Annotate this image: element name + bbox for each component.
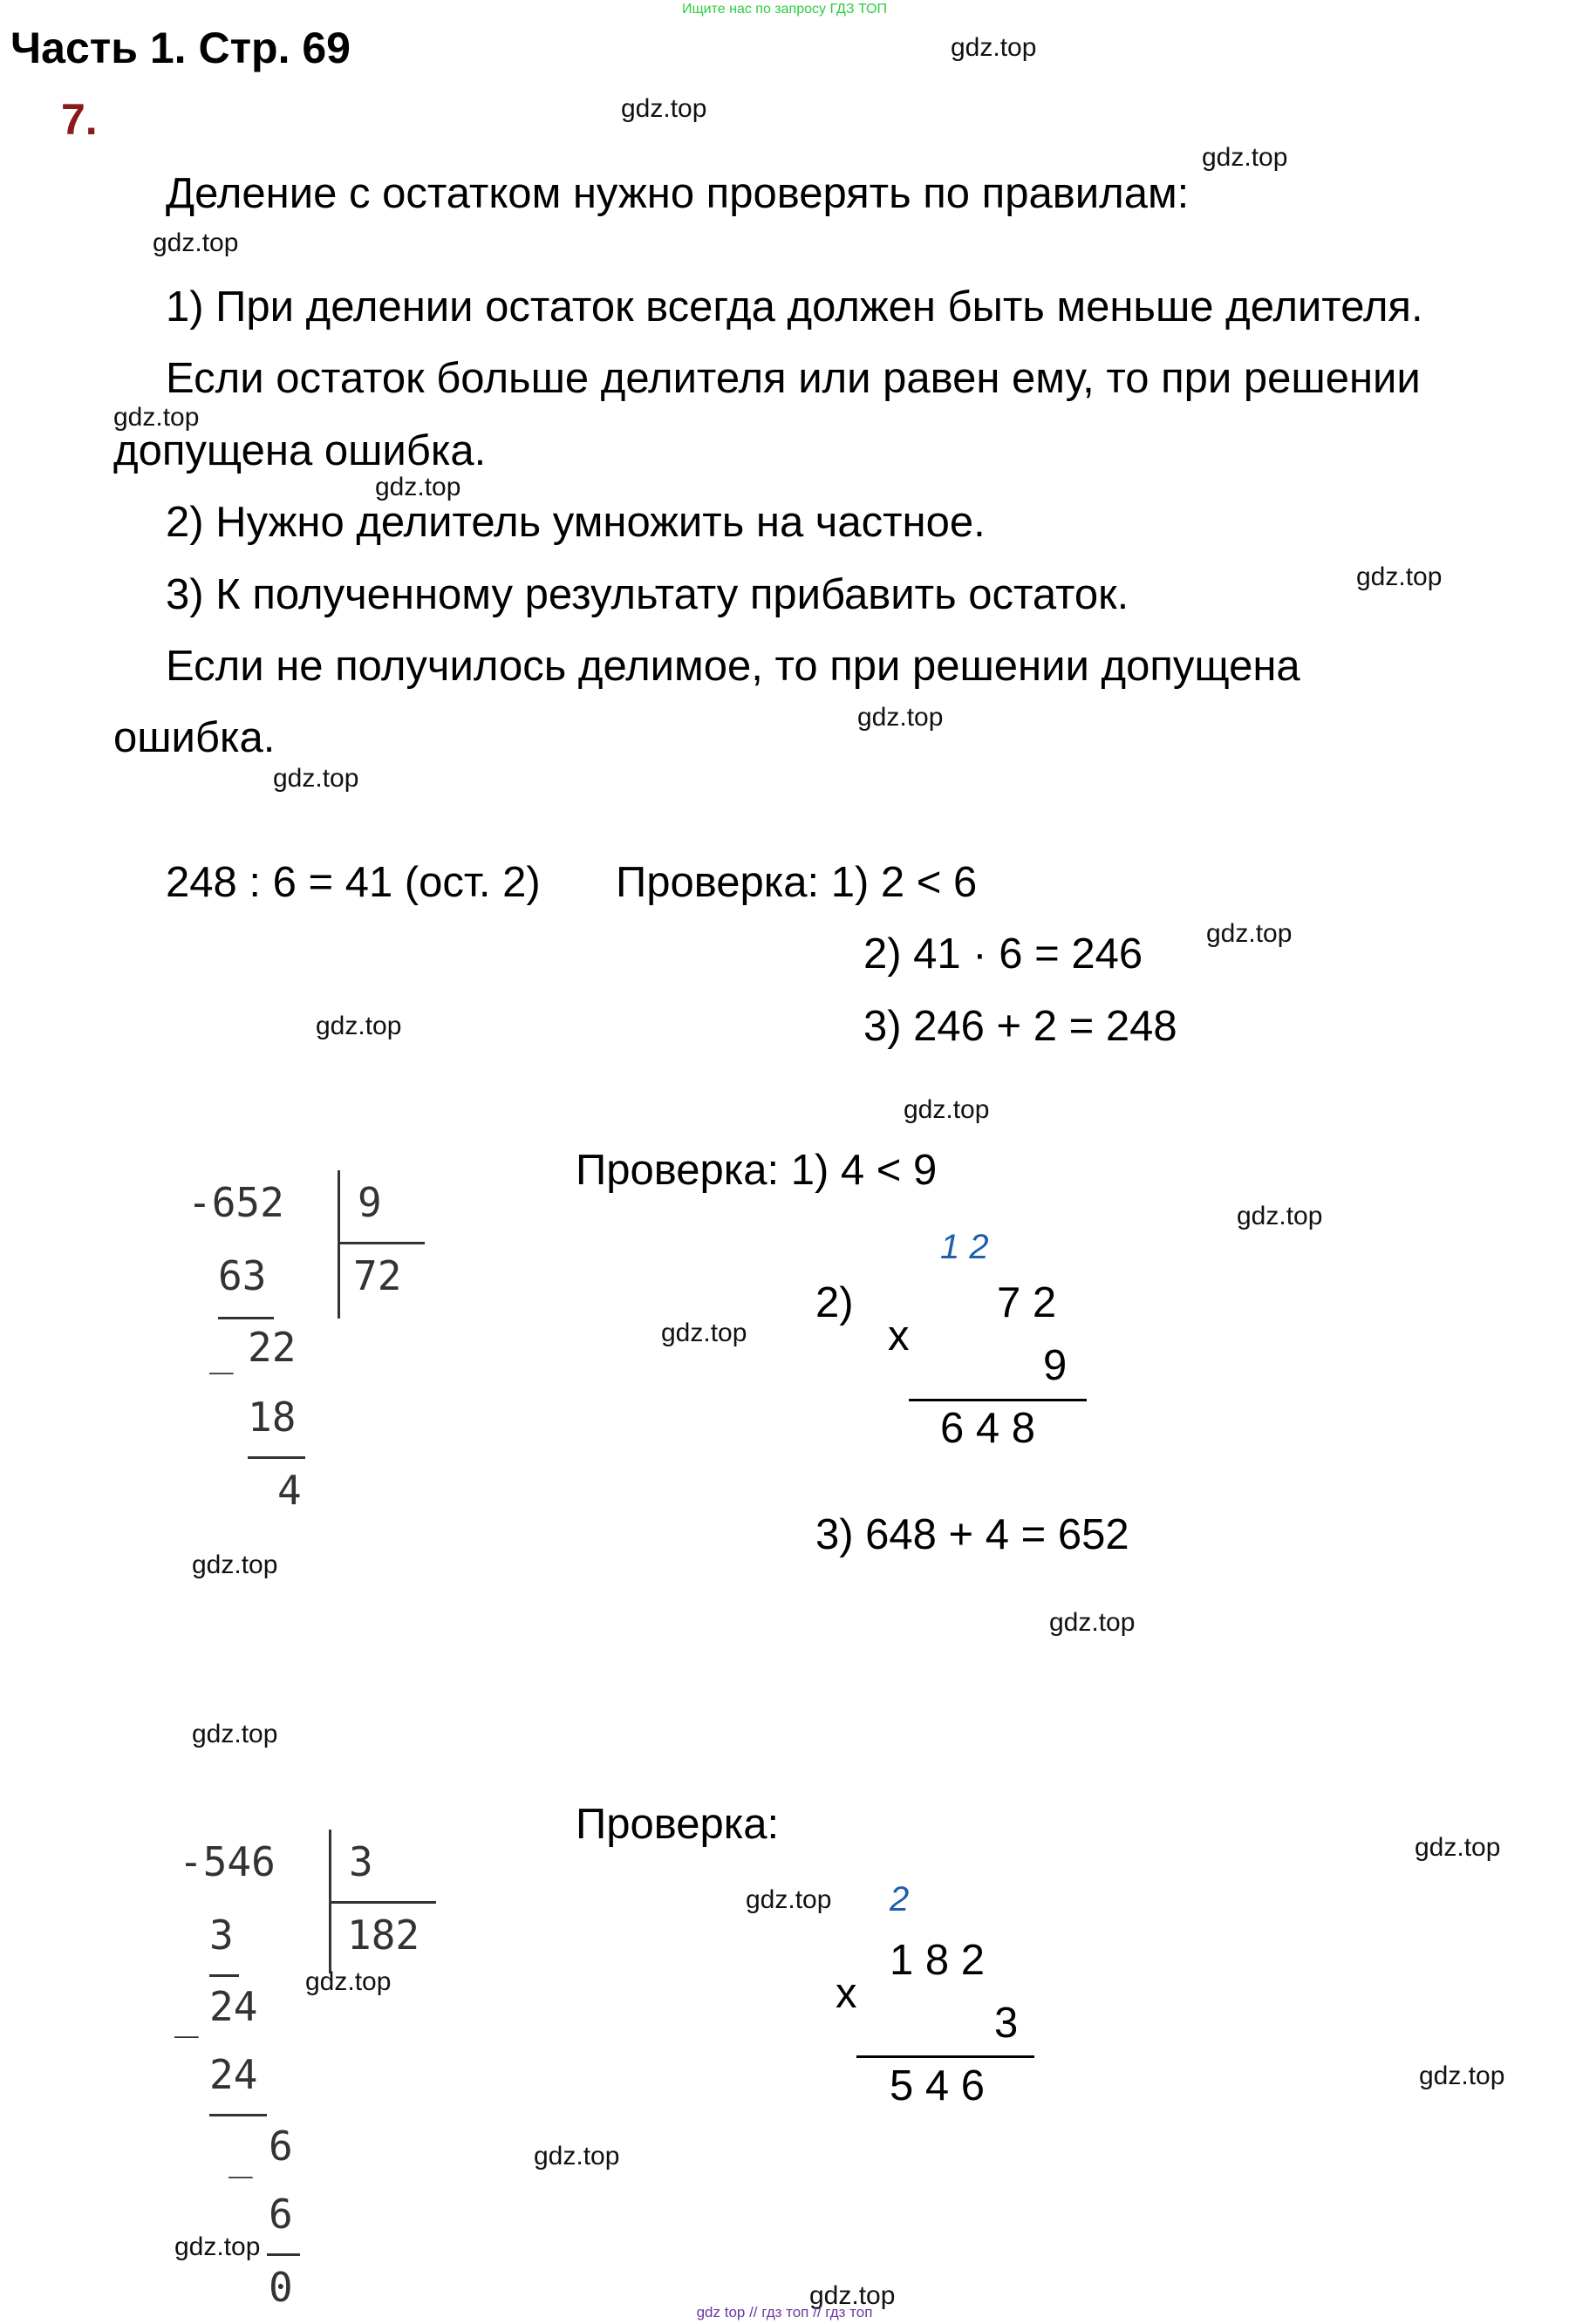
- subtraction-line-2: [209, 2114, 267, 2116]
- example-2-check-2-label: 2): [815, 1279, 854, 1326]
- task-number: 7.: [61, 95, 98, 144]
- watermark: gdz.top: [192, 1720, 278, 1748]
- multiplicand: 1 8 2: [890, 1937, 985, 1984]
- multiplication-sign: x: [836, 1970, 857, 2017]
- watermark: gdz.top: [113, 403, 200, 432]
- multiplication-result: 6 4 8: [940, 1405, 1035, 1452]
- subtrahend-1: 63: [218, 1252, 267, 1299]
- example-1-check-2: 2) 41 · 6 = 246: [863, 930, 1143, 978]
- watermark: gdz.top: [746, 1885, 832, 1914]
- multiplicand: 7 2: [997, 1279, 1057, 1326]
- page-title: Часть 1. Стр. 69: [10, 24, 351, 72]
- watermark: gdz.top: [375, 473, 461, 501]
- footer: gdz top // гдз топ // гдз топ: [696, 2304, 873, 2321]
- watermark: gdz.top: [904, 1095, 990, 1124]
- watermark: gdz.top: [1415, 1833, 1501, 1862]
- multiplier: 9: [1043, 1342, 1068, 1389]
- watermark: gdz.top: [621, 94, 707, 123]
- example-2-check-1: Проверка: 1) 4 < 9: [576, 1147, 938, 1194]
- final-remainder: 0: [269, 2264, 293, 2311]
- division-bracket-horizontal: [338, 1242, 425, 1244]
- example-2-carry-digits: 1 2: [940, 1228, 989, 1266]
- minus-sign-3: _: [229, 2131, 253, 2178]
- multiplication-sign: x: [888, 1312, 910, 1360]
- example-1-check-1: Проверка: 1) 2 < 6: [616, 859, 978, 906]
- rule-1: 1) При делении остаток всегда должен быть меньше делителя.: [166, 283, 1423, 331]
- watermark: gdz.top: [661, 1319, 747, 1347]
- remainder-step-2: 6: [269, 2123, 293, 2170]
- multiplication-line: [856, 2055, 1034, 2058]
- rule-2: 2) Нужно делитель умножить на частное.: [166, 499, 986, 546]
- watermark: gdz.top: [192, 1550, 278, 1579]
- top-banner: Ищите нас по запросу ГДЗ ТОП: [682, 2, 887, 17]
- example-1-check-3: 3) 246 + 2 = 248: [863, 1003, 1177, 1050]
- watermark: gdz.top: [534, 2142, 620, 2171]
- rule-3: 3) К полученному результату прибавить остаток.: [166, 571, 1129, 618]
- watermark: gdz.top: [1206, 919, 1293, 948]
- dividend: -652: [188, 1179, 284, 1226]
- multiplication-line: [909, 1399, 1087, 1401]
- watermark: gdz.top: [1202, 143, 1288, 172]
- subtrahend-3: 6: [269, 2191, 293, 2238]
- watermark: gdz.top: [1237, 1202, 1323, 1230]
- subtrahend-1: 3: [209, 1912, 234, 1959]
- dividend: -546: [179, 1838, 276, 1885]
- watermark: gdz.top: [273, 764, 359, 793]
- final-remainder: 4: [277, 1467, 302, 1514]
- watermark: gdz.top: [174, 2232, 261, 2261]
- rule-1-note-line-2: допущена ошибка.: [113, 427, 487, 474]
- final-rule-line-2: ошибка.: [113, 714, 276, 761]
- quotient: 182: [347, 1912, 420, 1959]
- minus-sign-2: _: [174, 1991, 199, 2038]
- example-1-equation: 248 : 6 = 41 (ост. 2): [166, 859, 541, 906]
- watermark: gdz.top: [951, 33, 1037, 62]
- subtraction-line-3: [267, 2253, 300, 2256]
- subtrahend-2: 18: [248, 1394, 297, 1441]
- remainder-step-1: 22: [248, 1324, 297, 1371]
- divisor: 3: [349, 1838, 373, 1885]
- subtrahend-2: 24: [209, 2051, 258, 2098]
- example-2-check-3: 3) 648 + 4 = 652: [815, 1511, 1129, 1558]
- minus-sign-2: _: [209, 1327, 234, 1374]
- multiplication-result: 5 4 6: [890, 2062, 985, 2109]
- subtraction-line-1: [218, 1317, 274, 1319]
- division-bracket-vertical: [338, 1170, 340, 1319]
- division-bracket-horizontal: [329, 1901, 436, 1904]
- rule-1-note-line-1: Если остаток больше делителя или равен ему, то при решении: [166, 355, 1421, 402]
- final-rule-line-1: Если не получилось делимое, то при решении допущена: [166, 643, 1300, 690]
- watermark: gdz.top: [305, 1967, 392, 1996]
- watermark: gdz.top: [809, 2281, 896, 2310]
- remainder-step-1: 24: [209, 1983, 258, 2030]
- example-3-carry-digit: 2: [890, 1880, 910, 1918]
- quotient: 72: [353, 1252, 402, 1299]
- watermark: gdz.top: [1049, 1608, 1136, 1637]
- example-3-check-label: Проверка:: [576, 1801, 780, 1848]
- rules-intro: Деление с остатком нужно проверять по правилам:: [166, 170, 1190, 217]
- watermark: gdz.top: [316, 1012, 402, 1040]
- subtraction-line-2: [248, 1456, 305, 1459]
- watermark: gdz.top: [153, 228, 239, 257]
- subtraction-line-1: [209, 1974, 239, 1977]
- watermark: gdz.top: [1356, 562, 1443, 591]
- divisor: 9: [358, 1179, 382, 1226]
- multiplier: 3: [994, 2000, 1019, 2047]
- watermark: gdz.top: [1419, 2062, 1505, 2090]
- watermark: gdz.top: [857, 703, 944, 732]
